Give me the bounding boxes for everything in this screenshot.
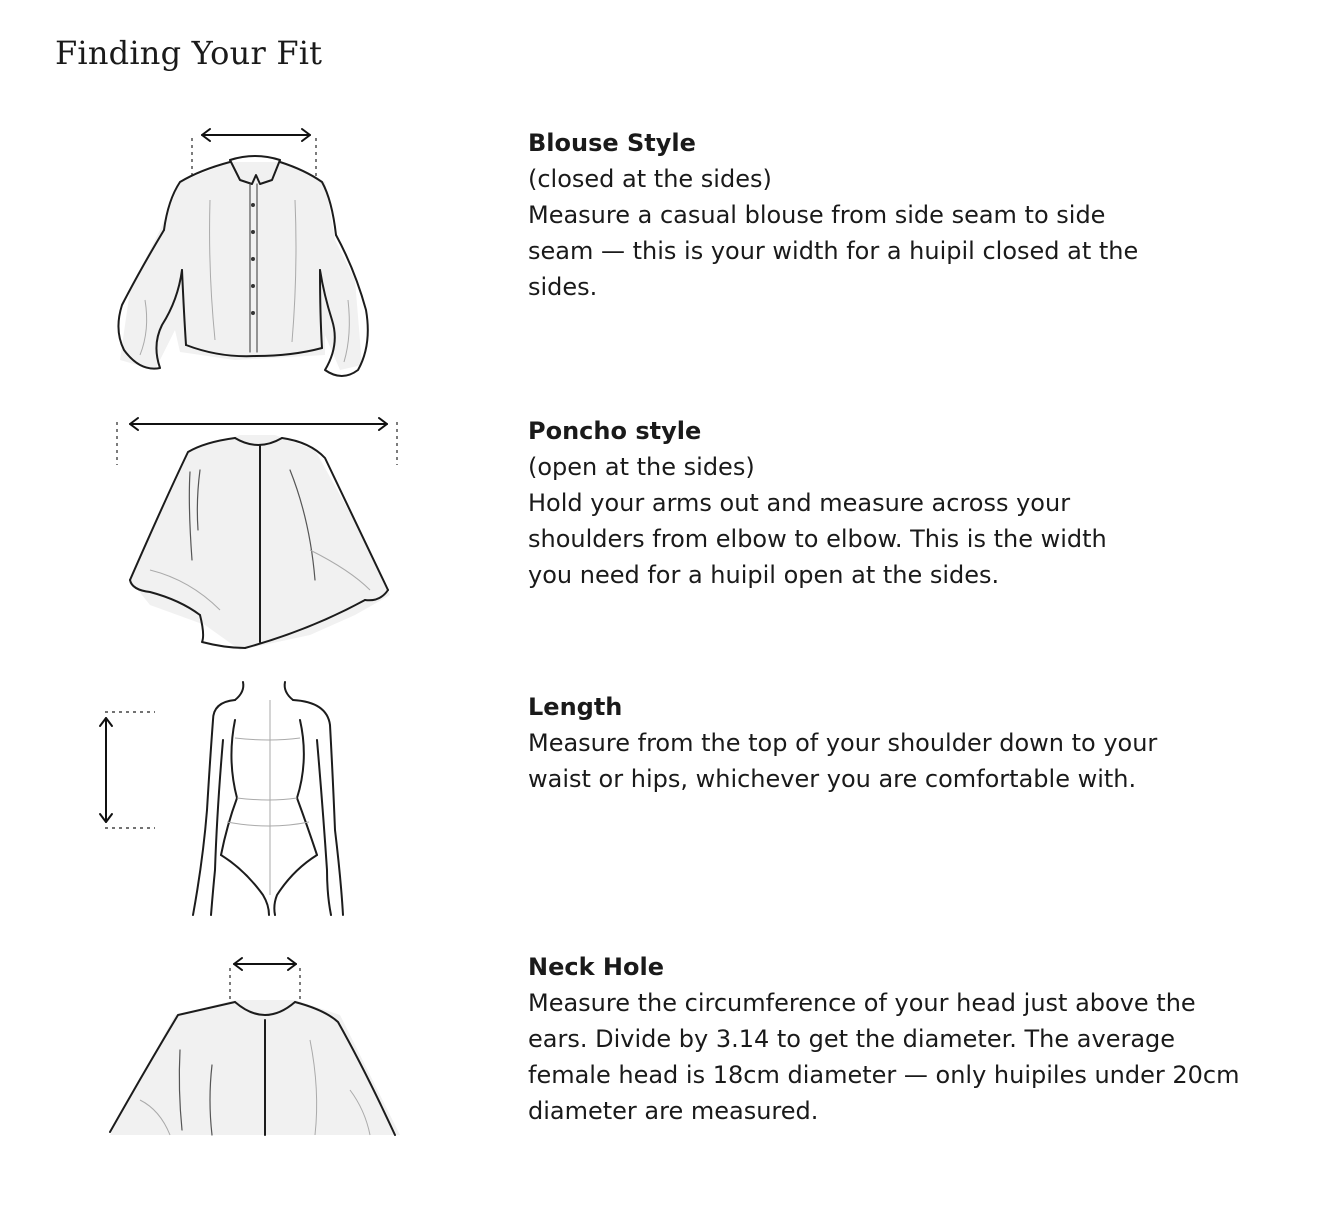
poncho-icon — [110, 410, 410, 660]
section-subheading: (closed at the sides) — [528, 165, 772, 193]
section-description: Measure a casual blouse from side seam to side seam — this is your width for a huipil closed at the sides. — [528, 201, 1139, 301]
blouse-icon — [100, 120, 380, 385]
section-subheading: (open at the sides) — [528, 453, 755, 481]
blouse-text — [528, 125, 1268, 305]
section-heading: Blouse Style — [528, 129, 696, 157]
torso-icon — [95, 680, 355, 920]
section-heading: Poncho style — [528, 417, 702, 445]
page-title: Finding Your Fit — [55, 34, 323, 72]
section-description: Measure from the top of your shoulder down to your waist or hips, whichever you are comfortable with. — [528, 729, 1158, 793]
neck-hole-text — [528, 949, 1268, 1129]
section-heading: Neck Hole — [528, 953, 664, 981]
section-description: Hold your arms out and measure across your shoulders from elbow to elbow. This is the width you need for a huipil open at the sides. — [528, 489, 1107, 589]
poncho-text — [528, 413, 1268, 593]
section-description: Measure the circumference of your head just above the ears. Divide by 3.14 to get the diameter. The average female head is 18cm diameter — only huipiles under 20cm diameter are measured. — [528, 989, 1240, 1125]
section-heading: Length — [528, 693, 623, 721]
neckline-icon — [100, 950, 430, 1140]
length-text — [528, 689, 1268, 797]
